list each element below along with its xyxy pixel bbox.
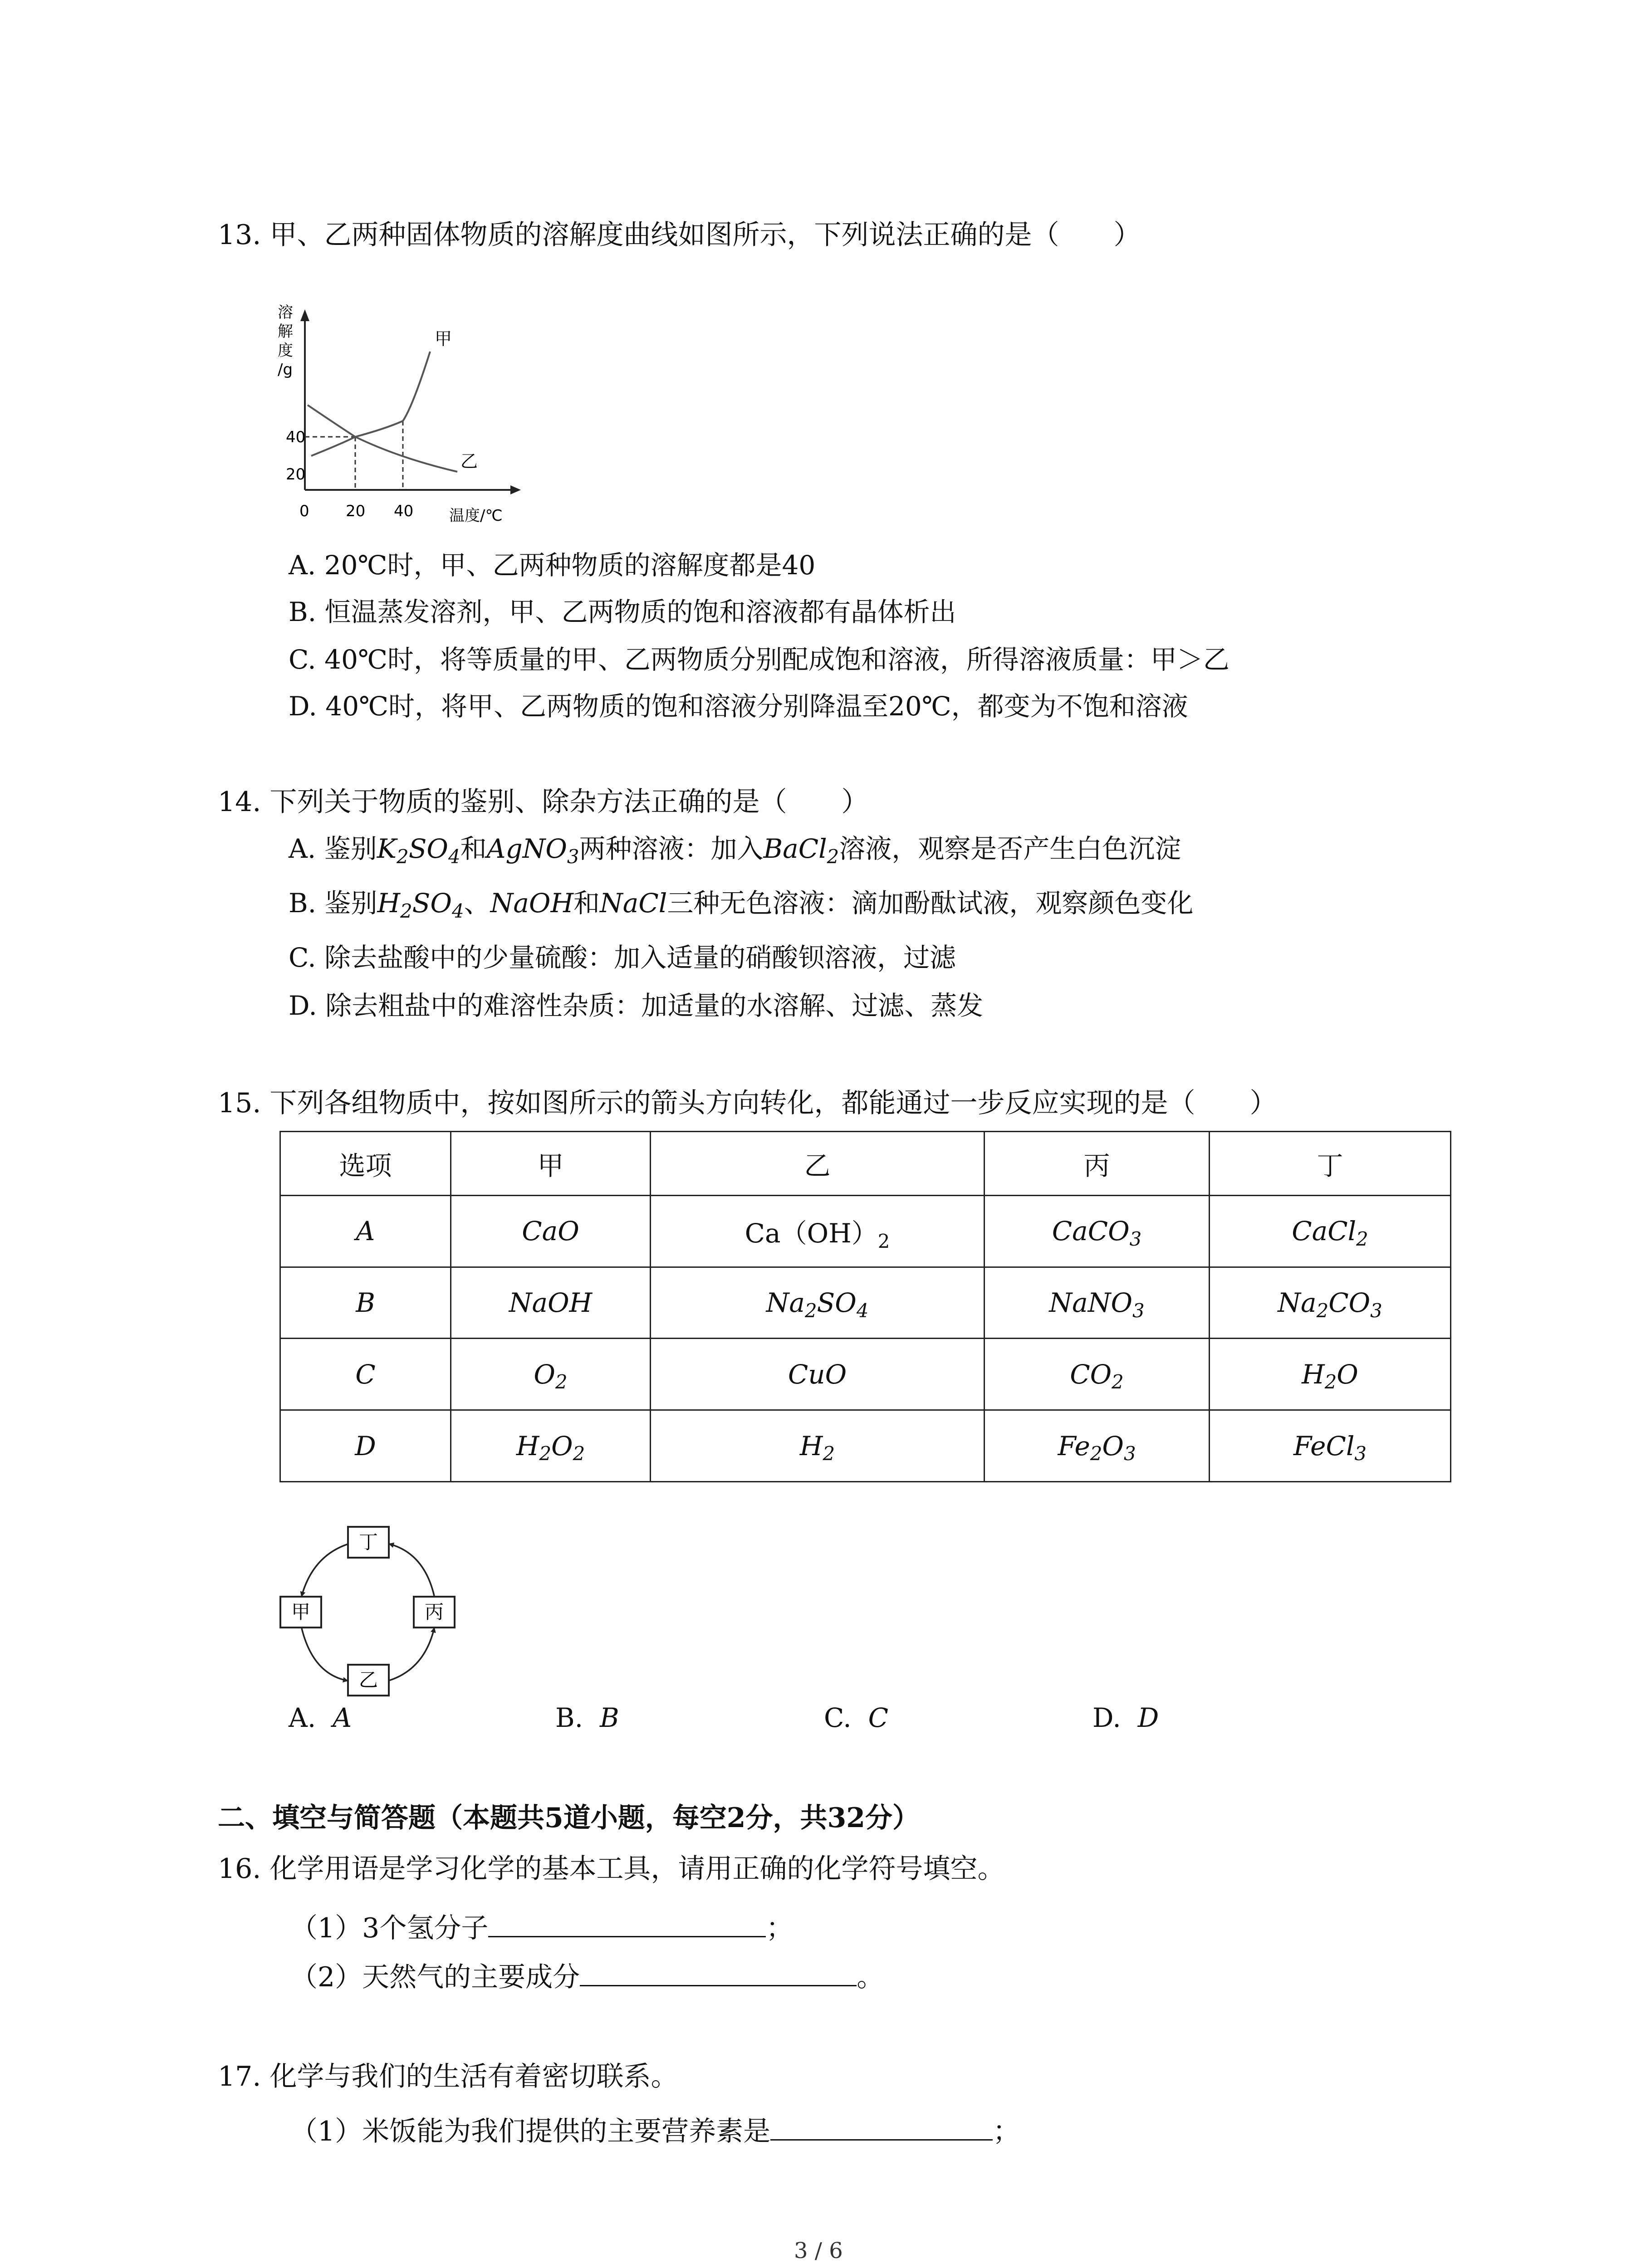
formula-cell: $H_2O_2$ <box>451 1410 651 1482</box>
ylabel-2: 解 <box>278 323 293 341</box>
table-row <box>280 1267 1451 1339</box>
xtick-40: 40 <box>394 502 414 520</box>
page-number: 3 / 6 <box>794 2238 843 2263</box>
q13-stem: 13. 甲、乙两种固体物质的溶解度曲线如图所示，下列说法正确的是（ ） <box>218 219 1141 251</box>
q14-option-b <box>289 888 1194 922</box>
formula-cell: CuO <box>651 1339 985 1410</box>
curve-jia <box>311 352 430 456</box>
header-cell: 选项 <box>280 1132 451 1196</box>
section-2-heading: 二、填空与简答题（本题共5道小题，每空2分，共32分） <box>218 1802 920 1834</box>
ylabel-1: 溶 <box>278 303 293 322</box>
text: 三种无色溶液：滴加酚酞试液，观察颜色变化 <box>667 888 1194 919</box>
q13-option-a: A. 20℃时，甲、乙两种物质的溶解度都是40 <box>289 550 816 581</box>
node-jia-label: 甲 <box>291 1601 311 1623</box>
formula-k2so4: $K_2SO_4$ <box>377 833 460 868</box>
table-row <box>280 1339 1451 1410</box>
arrow-jia-to-yi <box>302 1628 347 1681</box>
q14-option-a <box>289 833 1181 868</box>
formula-cell: $H_2O$ <box>1210 1339 1451 1410</box>
formula-cell: CaCl$_2$ <box>1210 1195 1451 1267</box>
formula-cell: $Na_2CO_3$ <box>1210 1267 1451 1339</box>
q15-option-a: A. A <box>289 1702 352 1733</box>
q16-part-1: （1）3个氢分子 ； <box>290 1911 793 1942</box>
formula-cell: $Ca(OH)_2$ <box>651 1195 985 1267</box>
xtick-20: 20 <box>346 502 366 520</box>
q13-option-c: C. 40℃时，将等质量的甲、乙两物质分别配成饱和溶液，所得溶液质量：甲＞乙 <box>289 644 1230 675</box>
option-cell: D <box>280 1410 451 1482</box>
header-cell: 丙 <box>985 1132 1210 1196</box>
arrow-yi-to-bing <box>389 1628 434 1681</box>
header-cell: 甲 <box>451 1132 651 1196</box>
ylabel-4: /g <box>278 361 293 379</box>
formula-cell: $CO_2$ <box>985 1339 1210 1410</box>
formula-cell: $O_2$ <box>451 1339 651 1410</box>
q17-part-1: （1）米饭能为我们提供的主要营养素是 ； <box>290 2114 1020 2145</box>
formula-nacl: NaCl <box>600 888 667 919</box>
q15-option-b: B. B <box>555 1702 619 1733</box>
q13-option-d: D. 40℃时，将甲、乙两物质的饱和溶液分别降温至20℃，都变为不饱和溶液 <box>289 691 1188 722</box>
origin-label: 0 <box>299 502 309 520</box>
conversion-cycle-diagram <box>272 1515 481 1715</box>
formula-naoh: NaOH <box>490 888 574 919</box>
x-axis-arrow-icon <box>510 485 521 494</box>
curve-label-yi: 乙 <box>460 451 478 471</box>
curve-label-jia: 甲 <box>435 329 452 349</box>
table-header-row <box>280 1132 1451 1196</box>
q15-option-d: D. D <box>1092 1702 1159 1733</box>
formula-cell: $Na_2SO_4$ <box>651 1267 985 1339</box>
formula-cell: NaNO$_3$ <box>985 1267 1210 1339</box>
q14-stem: 14. 下列关于物质的鉴别、除杂方法正确的是（ ） <box>218 786 869 818</box>
y-axis-arrow-icon <box>300 309 309 321</box>
q16-stem: 16. 化学用语是学习化学的基本工具，请用正确的化学符号填空。 <box>218 1853 1005 1885</box>
solubility-graph <box>272 295 526 549</box>
option-cell: C <box>280 1339 451 1410</box>
formula-cell: FeCl$_3$ <box>1210 1410 1451 1482</box>
formula-bacl2: BaCl$_2$ <box>763 833 839 868</box>
q16-part-2: （2）天然气的主要成分 。 <box>290 1960 884 1991</box>
curve-yi <box>308 405 457 472</box>
formula-h2so4: $H_2SO_4$ <box>377 888 464 922</box>
table-row <box>280 1410 1451 1482</box>
q14-option-d: D. 除去粗盐中的难溶性杂质：加适量的水溶解、过滤、蒸发 <box>289 990 984 1021</box>
text: 和 <box>573 888 600 919</box>
node-ding-label: 丁 <box>358 1531 378 1553</box>
ytick-40: 40 <box>286 428 306 446</box>
header-cell: 乙 <box>651 1132 985 1196</box>
answer-blank[interactable] <box>580 1960 857 1986</box>
header-cell: 丁 <box>1210 1132 1451 1196</box>
q15-stem: 15. 下列各组物质中，按如图所示的箭头方向转化，都能通过一步反应实现的是（ ） <box>218 1087 1277 1119</box>
node-bing-label: 丙 <box>424 1601 444 1623</box>
formula-cell: NaOH <box>451 1267 651 1339</box>
table-row <box>280 1195 1451 1267</box>
text: A. 鉴别 <box>289 833 377 864</box>
formula-cell: $H_2$ <box>651 1410 985 1482</box>
q17-stem: 17. 化学与我们的生活有着密切联系。 <box>218 2061 678 2092</box>
option-cell: B <box>280 1267 451 1339</box>
answer-blank[interactable] <box>770 2114 993 2141</box>
node-yi-label: 乙 <box>358 1669 378 1691</box>
arrow-ding-to-jia <box>302 1544 348 1596</box>
ylabel-3: 度 <box>278 342 293 360</box>
option-cell: A <box>280 1195 451 1267</box>
q14-option-c: C. 除去盐酸中的少量硫酸：加入适量的硝酸钡溶液，过滤 <box>289 942 956 973</box>
formula-agno3: AgNO$_3$ <box>486 833 579 868</box>
q15-option-c: C. C <box>824 1702 889 1733</box>
formula-cell: CaO <box>451 1195 651 1267</box>
answer-blank[interactable] <box>488 1911 766 1937</box>
formula-cell: CaCO$_3$ <box>985 1195 1210 1267</box>
xlabel: 温度/℃ <box>449 507 503 525</box>
text: 、 <box>464 888 490 919</box>
text: 溶液，观察是否产生白色沉淀 <box>839 833 1181 864</box>
text: B. 鉴别 <box>289 888 377 919</box>
q15-table <box>279 1131 1451 1482</box>
text: 两种溶液：加入 <box>579 833 764 864</box>
text: 和 <box>460 833 487 864</box>
formula-cell: $Fe_2O_3$ <box>985 1410 1210 1482</box>
ytick-20: 20 <box>286 465 306 484</box>
arrow-bing-to-ding <box>390 1544 434 1596</box>
q13-option-b: B. 恒温蒸发溶剂，甲、乙两物质的饱和溶液都有晶体析出 <box>289 596 956 627</box>
